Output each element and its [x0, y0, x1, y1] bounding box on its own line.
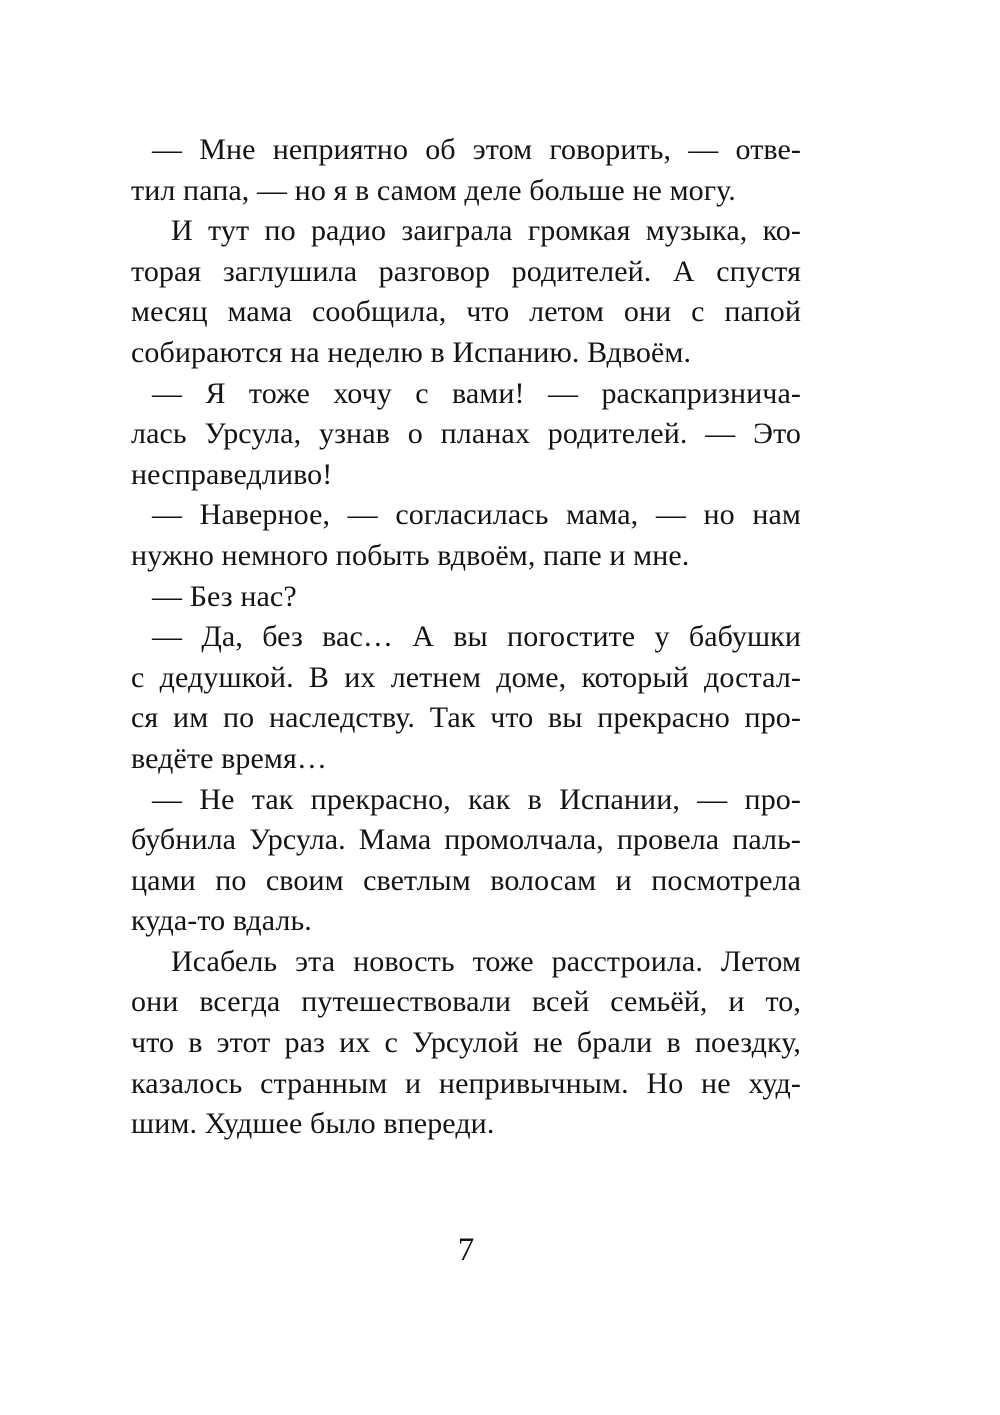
paragraph: [131, 577, 801, 618]
text-line: нужно немного побыть вдвоём, папе и мне.: [131, 538, 690, 572]
text-line: — Мне неприятно об этом говорить, — отве-: [152, 133, 801, 166]
text-line: шим. Худшее было впереди.: [131, 1107, 495, 1141]
text-line: несправедливо!: [131, 457, 333, 491]
text-line: казалось странным и непривычным. Но не худ-: [131, 1066, 801, 1100]
paragraph: [131, 130, 801, 211]
paragraph: [131, 495, 801, 576]
text-line: цами по своим светлым волосам и посмотрела: [131, 863, 801, 897]
text-line: Исабель эта новость тоже расстроила. Летом: [171, 944, 801, 978]
text-line: тил папа, — но я в самом деле больше не могу.: [131, 173, 736, 207]
text-line: с дедушкой. В их летнем доме, который достал-: [131, 660, 801, 694]
text-line: торая заглушила разговор родителей. А спустя: [131, 254, 801, 288]
text-line: — Без нас?: [152, 579, 297, 613]
text-line: лась Урсула, узнав о планах родителей. — Это: [131, 417, 801, 451]
page-text: [131, 130, 801, 1145]
text-line: куда-то вдаль.: [131, 904, 312, 938]
paragraph: [131, 374, 801, 496]
paragraph: [131, 780, 801, 942]
text-line: ведёте время…: [131, 741, 327, 775]
text-line: — Да, без вас… А вы погостите у бабушки: [152, 620, 801, 654]
paragraph: [131, 942, 801, 1145]
text-line: И тут по радио заиграла громкая музыка, ко-: [171, 214, 801, 248]
text-line: собираются на неделю в Испанию. Вдвоём.: [131, 335, 692, 369]
text-line: бубнила Урсула. Мама промолчала, провела паль-: [131, 823, 801, 857]
text-line: ся им по наследству. Так что вы прекрасно про-: [131, 701, 801, 735]
text-line: — Наверное, — согласилась мама, — но нам: [152, 498, 801, 532]
paragraph: [131, 211, 801, 373]
text-line: — Я тоже хочу с вами! — раскапризнича-: [152, 376, 801, 410]
text-line: месяц мама сообщила, что летом они с папой: [131, 295, 801, 329]
text-line: что в этот раз их с Урсулой не брали в поездку,: [131, 1026, 801, 1060]
page-number: 7: [457, 1232, 475, 1268]
text-line: они всегда путешествовали всей семьёй, и то,: [131, 985, 801, 1019]
text-line: — Не так прекрасно, как в Испании, — про-: [152, 782, 801, 816]
paragraph: [131, 617, 801, 779]
